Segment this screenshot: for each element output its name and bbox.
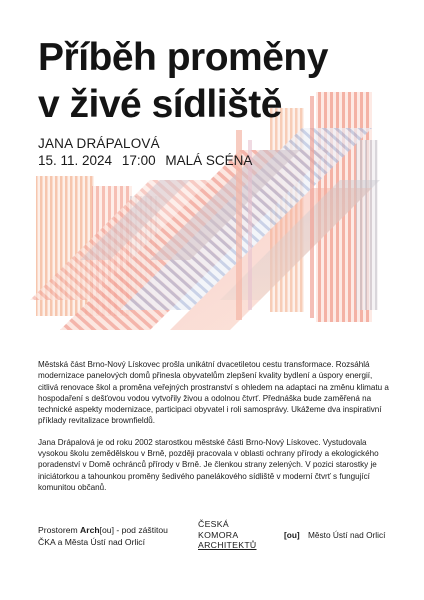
event-title-line-2: v živé sídliště xyxy=(38,83,282,126)
event-title xyxy=(38,34,328,128)
city-logo-mark: [ou] xyxy=(284,530,300,540)
event-time: 17:00 xyxy=(121,153,156,168)
cka-logo-line-3: ARCHITEKTŮ xyxy=(198,540,257,550)
archou-brand-mark: [ou] xyxy=(99,525,114,535)
cka-logo-line-2: KOMORA xyxy=(198,529,239,540)
cka-logo xyxy=(198,519,257,551)
cka-logo-line-1: ČESKÁ xyxy=(198,519,229,529)
archou-brand-name: Arch xyxy=(80,525,100,535)
archou-logo xyxy=(80,525,114,535)
city-logo xyxy=(284,530,385,540)
city-logo-name: Město Ústí nad Orlicí xyxy=(307,530,386,540)
description-paragraph-1: Městská část Brno-Nový Lískovec prošla unikátní dvacetiletou cestu transformace. Rozsáhlá modernizace panelových domů přinesla obyvatelům zlepšení kvality bydlení a úspory energií, citlivá renovace škol a proměna veřejných prostranství s ohledem na adaptaci na změnu klimatu a hospodaření s dešťovou vodou vytvořily živou a odolnou čtvrť. Přednáška bude zaměřená na technické aspekty modernizace, participaci obyvatel i roli samosprávy. Ukážeme dva inspirativní příklady revitalizace brownfieldů. xyxy=(38,360,389,426)
organizer-prefix: Prostorem xyxy=(38,525,78,535)
event-title-line-1: Příběh proměny xyxy=(38,36,328,79)
event-details xyxy=(38,153,258,168)
organizer-credit-line-1 xyxy=(38,524,168,536)
speaker-name: JANA DRÁPALOVÁ xyxy=(38,136,160,151)
organizer-suffix: - pod záštitou xyxy=(113,525,168,535)
organizer-credit xyxy=(38,524,168,548)
event-description xyxy=(38,359,390,503)
organizer-credit-line-2: ČKA a Města Ústí nad Orlicí xyxy=(38,537,145,547)
description-paragraph-2: Jana Drápalová je od roku 2002 starostkou městské části Brno-Nový Lískovec. Vystudovala vysokou školu zemědělskou v Brně, později pracovala v oblasti ochrany přírody a ekologického poradenství v Domě ochránců přírody v Brně. Je členkou strany zelených. V pozici starostky je iniciátorkou a tahounkou proměny šedivého panelákového sídliště v moderní čtvrť s fungující komunitou občanů. xyxy=(38,437,379,492)
event-date: 15. 11. 2024 xyxy=(38,153,113,168)
event-venue: MALÁ SCÉNA xyxy=(165,153,253,168)
